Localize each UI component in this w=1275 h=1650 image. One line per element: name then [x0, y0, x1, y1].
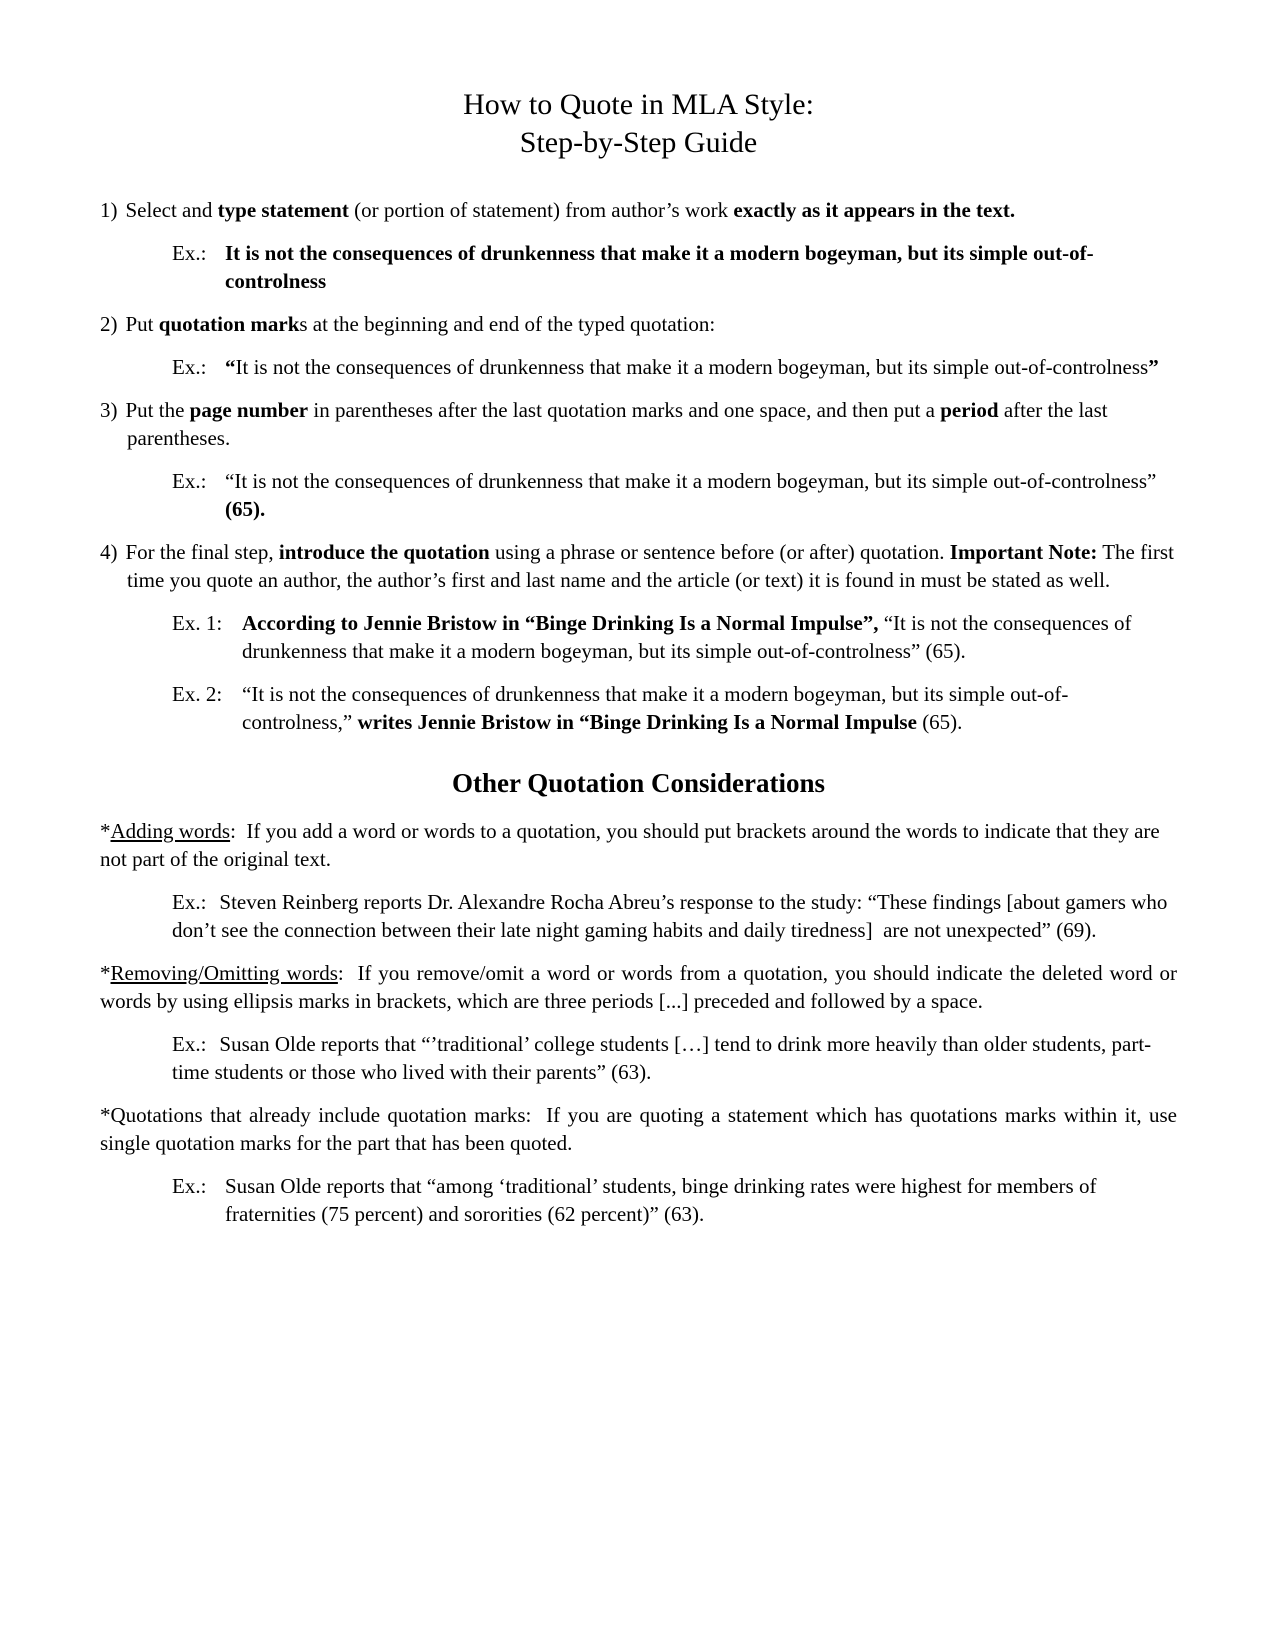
example-text — [225, 467, 1177, 523]
text-segment-bold: exactly as it appears in the text. — [733, 198, 1016, 222]
text-segment-bold: It is not the consequences of drunkenness that make it a modern bogeyman, but its simple out-of-controlness — [225, 241, 1094, 293]
text-segment: using a phrase or sentence before (or after) quotation. — [489, 540, 950, 564]
text-segment-bold: “ — [225, 355, 236, 379]
example-adding-words — [172, 888, 1177, 944]
example-label: Ex. 2: — [172, 682, 223, 706]
step-3-number: 3) — [100, 398, 118, 422]
text-segment-bold: Important Note: — [949, 540, 1098, 564]
title-line-2: Step-by-Step Guide — [519, 126, 758, 159]
title-line-1: How to Quote in MLA Style: — [463, 88, 814, 121]
consideration-adding-words — [100, 817, 1177, 873]
text-segment: *Quotations that already include quotation marks: If you are quoting a statement which has quotations marks within it, use single quotation marks for the part that has been quoted. — [100, 1103, 1177, 1155]
step-4-number: 4) — [100, 540, 118, 564]
text-segment-bold: introduce the quotation — [278, 540, 490, 564]
text-segment: (or portion of statement) from author’s work — [348, 198, 734, 222]
step-4 — [100, 538, 1177, 594]
text-segment: Susan Olde reports that “’traditional’ college students […] tend to drink more heavily than older students, part-time students or those who lived with their parents” (63). — [172, 1032, 1152, 1084]
text-segment: “It is not the consequences of drunkenness that make it a modern bogeyman, but its simple out-of-controlness” (65). — [242, 611, 1132, 663]
text-segment-bold: (65). — [225, 497, 266, 521]
example-label: Ex.: — [172, 1032, 207, 1056]
text-segment-bold: According to Jennie Bristow in “Binge Drinking Is a Normal Impulse”, — [242, 611, 879, 635]
example-text — [225, 353, 1177, 381]
step-2-number: 2) — [100, 312, 118, 336]
text-segment: s at the beginning and end of the typed quotation: — [299, 312, 716, 336]
consideration-nested-quotes — [100, 1101, 1177, 1157]
text-segment: “It is not the consequences of drunkenness that make it a modern bogeyman, but its simple out-of-controlness,” — [242, 682, 1069, 734]
text-segment: Put the — [125, 398, 190, 422]
example-label: Ex.: — [172, 469, 207, 493]
text-segment-bold: page number — [189, 398, 309, 422]
step-1-number: 1) — [100, 198, 118, 222]
text-segment-bold: type statement — [217, 198, 349, 222]
example-step-3 — [172, 467, 1177, 523]
example-label: Ex.: — [172, 890, 207, 914]
text-segment-underline: Removing/Omitting words — [110, 961, 338, 985]
text-segment: Steven Reinberg reports Dr. Alexandre Rocha Abreu’s response to the study: “These findings [about gamers who don’t see the connection between their late night gaming habits and daily tiredness] are not unexpected” (69). — [172, 890, 1168, 942]
text-segment: : If you add a word or words to a quotation, you should put brackets around the words to indicate that they are not part of the original text. — [100, 819, 1160, 871]
text-segment-bold: quotation mark — [158, 312, 300, 336]
text-segment: (65). — [916, 710, 963, 734]
example-text — [242, 680, 1177, 736]
example-text — [242, 609, 1177, 665]
example-step-2 — [172, 353, 1177, 381]
example-text — [225, 1172, 1177, 1228]
consideration-removing-words — [100, 959, 1177, 1015]
document-title — [100, 86, 1177, 162]
text-segment-bold: ” — [1148, 355, 1159, 379]
text-segment-bold: writes Jennie Bristow in “Binge Drinking Is a Normal Impulse — [357, 710, 917, 734]
text-segment: * — [100, 961, 111, 985]
example-label: Ex. 1: — [172, 611, 223, 635]
step-3 — [100, 396, 1177, 452]
example-text — [225, 239, 1177, 295]
example-label: Ex.: — [172, 355, 207, 379]
text-segment-bold: period — [940, 398, 999, 422]
example-step-4-2 — [172, 680, 1177, 736]
example-step-4-1 — [172, 609, 1177, 665]
step-2 — [100, 310, 1177, 338]
example-label: Ex.: — [172, 241, 207, 265]
text-segment: : If you remove/omit a word or words from a quotation, you should indicate the deleted word or words by using ellipsis marks in brackets, which are three periods [...] preceded and followed by a space. — [100, 961, 1178, 1013]
text-segment: after the last parentheses. — [127, 398, 1108, 450]
text-segment: * — [100, 819, 111, 843]
example-label: Ex.: — [172, 1174, 207, 1198]
step-1 — [100, 196, 1177, 224]
text-segment: Select and — [125, 198, 218, 222]
text-segment: For the final step, — [125, 540, 279, 564]
text-segment: in parentheses after the last quotation marks and one space, and then put a — [308, 398, 941, 422]
text-segment: Put — [125, 312, 159, 336]
section-heading: Other Quotation Considerations — [451, 768, 826, 798]
example-step-1 — [172, 239, 1177, 295]
text-segment: It is not the consequences of drunkenness that make it a modern bogeyman, but its simple out-of-controlness — [235, 355, 1149, 379]
text-segment: Susan Olde reports that “among ‘traditional’ students, binge drinking rates were highest for members of fraternities (75 percent) and sororities (62 percent)” (63). — [225, 1174, 1097, 1226]
example-nested-quotes — [172, 1172, 1177, 1228]
text-segment: “It is not the consequences of drunkenness that make it a modern bogeyman, but its simple out-of-controlness” — [225, 469, 1157, 493]
text-segment: The first time you quote an author, the author’s first and last name and the article (or text) it is found in must be stated as well. — [127, 540, 1174, 592]
example-removing-words — [172, 1030, 1177, 1086]
text-segment-underline: Adding words — [110, 819, 231, 843]
